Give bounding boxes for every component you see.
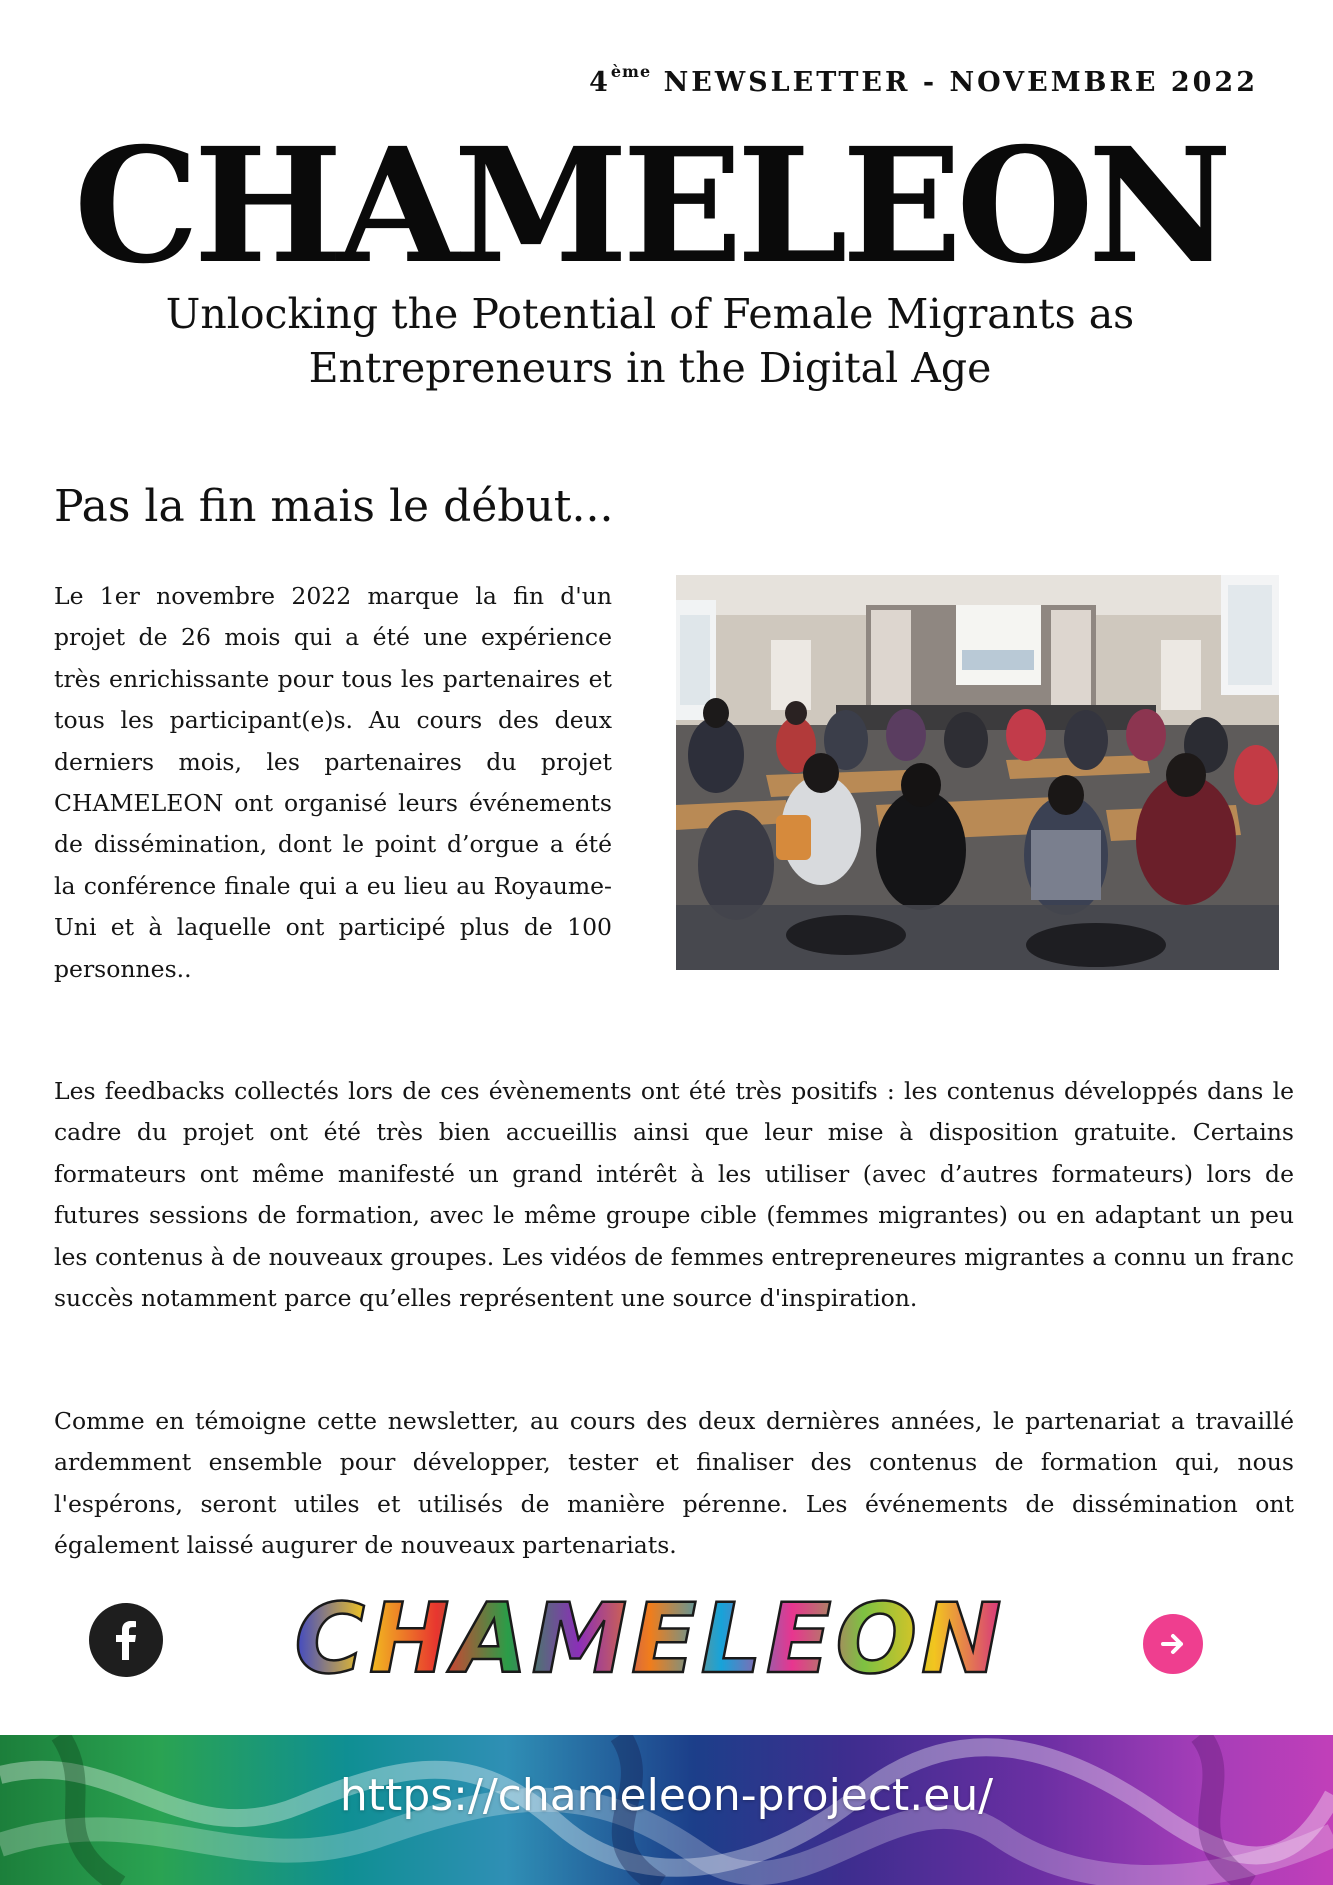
facebook-button[interactable]	[89, 1603, 163, 1677]
article-heading: Pas la fin mais le début...	[54, 481, 614, 532]
subtitle-line-1: Unlocking the Potential of Female Migrants as	[165, 290, 1135, 338]
facebook-icon	[115, 1620, 137, 1660]
logo-text: CHAMELEON	[294, 1592, 1006, 1687]
conference-photo	[676, 575, 1279, 970]
issue-line	[589, 62, 1258, 98]
article-paragraph-1: Le 1er novembre 2022 marque la fin d'un projet de 26 mois qui a été une expérience très enrichissante pour tous les partenaires et tous les participant(e)s. Au cours des deux derniers mois, les partenaires du projet CHAMELEON ont organisé leurs événements de dissémination, dont le point d’orgue a été la conférence finale qui a eu lieu au Royaume-Uni et à laquelle ont participé plus de 100 personnes..	[54, 582, 612, 983]
issue-suffix: ème	[610, 62, 652, 81]
chameleon-logo	[247, 1592, 1053, 1687]
arrow-right-icon	[1158, 1629, 1188, 1659]
masthead-title: CHAMELEON	[73, 114, 1227, 299]
subtitle	[90, 287, 1210, 395]
subtitle-line-2: Entrepreneurs in the Digital Age	[308, 344, 992, 392]
next-button[interactable]	[1143, 1614, 1203, 1674]
issue-number: 4	[589, 67, 611, 98]
issue-label: NEWSLETTER - NOVEMBRE 2022	[651, 67, 1258, 98]
article-paragraph-3: Comme en témoigne cette newsletter, au cours des deux dernières années, le partenariat a travaillé ardemment ensemble pour développer, tester et finaliser des contenus de formation qui, nous l'espérons, seront utiles et utilisés de manière pérenne. Les événements de dissémination ont également laissé augurer de nouveaux partenariats.	[54, 1407, 1294, 1560]
project-url-link[interactable]: https://chameleon-project.eu/	[339, 1770, 994, 1821]
article-paragraph-2: Les feedbacks collectés lors de ces évènements ont été très positifs : les contenus développés dans le cadre du projet ont été très bien accueillis ainsi que leur mise à disposition gratuite. Certains formateurs ont même manifesté un grand intérêt à les utiliser (avec d’autres formateurs) lors de futures sessions de formation, avec le même groupe cible (femmes migrantes) ou en adaptant un peu les contenus à de nouveaux groupes. Les vidéos de femmes entrepreneures migrantes a connu un franc succès notamment parce qu’elles représentent une source d'inspiration.	[54, 1077, 1294, 1313]
